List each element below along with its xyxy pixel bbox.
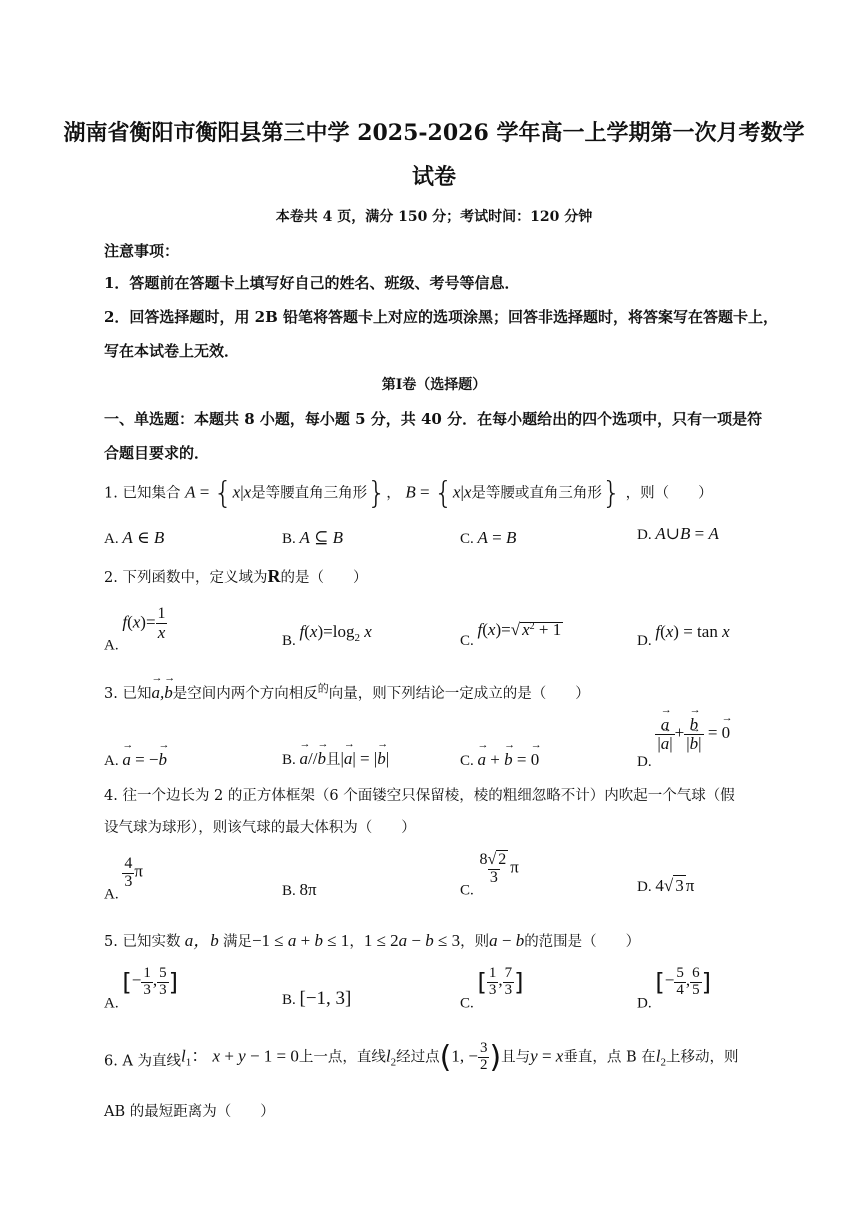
doc-title-line2: 试卷 (411, 164, 456, 190)
notice-item-1: 1．答题前在答题卡上填写好自己的姓名、班级、考号等信息． (104, 274, 520, 292)
q1-tail: ，则（ ） (625, 485, 713, 502)
q1-option-b[interactable]: B. A ⊆ B (282, 528, 344, 547)
part-heading: 第Ⅰ卷（选择题） (381, 377, 487, 393)
q4-option-c[interactable]: C. $\frac{8√ 2}{3}$ π (460, 851, 519, 899)
question-1: 1. 已知集合 A = {x|x是等腰直角三角形}， B = {x|x是等腰或直角三角形} ，则（ ） (104, 476, 713, 511)
q1-prefix: 1. 已知集合 (104, 485, 181, 502)
q2-real-set: R (267, 566, 281, 586)
doc-subtitle: 本卷共 4 页，满分 150 分；考试时间：120 分钟 (275, 209, 593, 225)
section-heading-line2: 合题目要求的． (104, 444, 210, 462)
notice-item-2-line2: 写在本试卷上无效． (104, 342, 240, 360)
q4-option-d[interactable]: D. 4√ 3 π (637, 876, 695, 895)
q3-option-a[interactable]: A. → a = −→ b (104, 750, 167, 770)
q3-option-c[interactable]: C. → a + → b = → 0 (460, 750, 539, 770)
question-6-line2: AB 的最短距离为（ ） (104, 1104, 275, 1120)
q2-option-a[interactable]: A. f(x)= $\frac{1}{x}$ (104, 605, 166, 654)
q2-option-c[interactable]: C. f(x)=√ $x^2 + 1$ (460, 620, 562, 649)
question-2: 2. 下列函数中，定义域为R的是（ ） (104, 566, 368, 586)
q1-option-d[interactable]: D. A∪B = A (637, 524, 719, 543)
q1-option-c[interactable]: C. A = B (460, 528, 517, 547)
q2-option-d[interactable]: D. f(x) = tan x (637, 622, 730, 649)
q1-set-b: B (405, 482, 416, 502)
q2-option-b[interactable]: B. $f(x)=\log_2$ x (282, 622, 372, 649)
q1-option-a[interactable]: A. A ∈ B (104, 528, 165, 547)
q5-option-c[interactable]: C. [ $\frac{1}{3}$ , $\frac{7}{3}$ ] (460, 965, 524, 1012)
q5-option-b[interactable]: B. [−1, 3] (282, 988, 352, 1009)
q1-set-a: A (185, 482, 196, 502)
section-heading-line1: 一、单选题：本题共 8 小题，每小题 5 分，共 40 分．在每小题给出的四个选项中，只有一项是符 (104, 410, 763, 428)
q4-option-b[interactable]: B. 8π (282, 880, 317, 899)
question-4-line1: 4. 往一个边长为 2 的正方体框架（6 个面镂空只保留棱，棱的粗细忽略不计）内吹起一个气球（假 (104, 788, 735, 804)
doc-title-line1: 湖南省衡阳市衡阳县第三中学 2025-2026 学年高一上学期第一次月考数学 (63, 120, 805, 146)
q3-option-d[interactable]: D. → $\frac{a}{|\to a|}$ + → $\frac{b}{|\to b|}$ = → 0 (637, 716, 730, 771)
q4-option-a[interactable]: A. $\frac{4}{3}$ π (104, 855, 143, 903)
question-3: 3. 已知→ a,→ b是空间内两个方向相反$^的$向量，则下列结论一定成立的是（ ） (104, 680, 590, 703)
q5-option-d[interactable]: D. [− $\frac{5}{4}$ , $\frac{6}{5}$ ] (637, 965, 711, 1012)
question-5: 5. 已知实数 a，b 满足−1 ≤ a + b ≤ 1，1 ≤ 2a − b ≤ 3，则a − b的范围是（ ） (104, 931, 641, 950)
notice-heading: 注意事项： (104, 242, 180, 260)
notice-item-2-line1: 2．回答选择题时，用 2B 铅笔将答题卡上对应的选项涂黑；回答非选择题时，将答案写在答题卡上， (104, 308, 779, 326)
question-4-line2: 设气球为球形），则该气球的最大体积为（ ） (104, 820, 416, 836)
q3-option-b[interactable]: B. → a//→ b且|→ a| = |→ b| (282, 748, 389, 769)
q5-option-a[interactable]: A. [− $\frac{1}{3}$ , $\frac{5}{3}$ ] (104, 965, 178, 1012)
question-6-line1: 6. A 为直线$l_1$： x + y − 1 = 0上一点，直线$l_2$经过点(1, − $\frac{3}{2}$ )且与y = x垂直，点 B 在$l_2$上移动，则 (104, 1040, 739, 1075)
